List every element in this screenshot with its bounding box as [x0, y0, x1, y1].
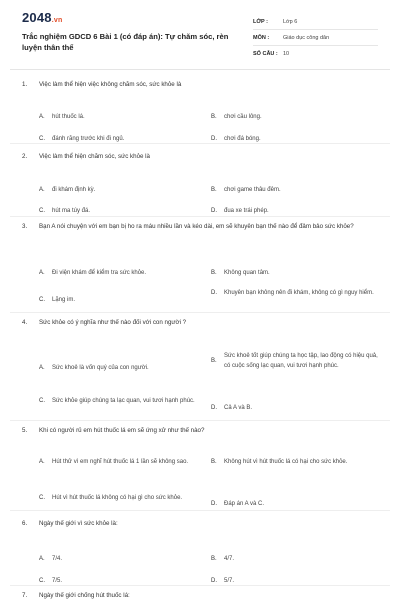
option-text: Khuyên bạn không nên đi khám, không có gì nguy hiểm. — [224, 290, 374, 296]
question-number: 3. — [22, 223, 28, 230]
option-d[interactable] — [211, 499, 264, 509]
option-letter: A. — [39, 556, 45, 562]
question-text: Việc làm thể hiện việc không chăm sóc, sức khỏe là — [39, 81, 182, 88]
logo-main: 2048 — [22, 10, 52, 25]
option-letter: D. — [211, 578, 217, 584]
site-logo[interactable] — [22, 10, 62, 25]
option-text: Hút vì hút thuốc lá không có hại gì cho sức khỏe. — [52, 495, 183, 501]
meta-row-count — [253, 46, 378, 61]
option-letter: B. — [211, 187, 217, 193]
meta-row-subject — [253, 30, 378, 46]
option-b[interactable] — [211, 185, 281, 195]
question-1 — [22, 80, 382, 142]
option-text: Đáp án A và C. — [224, 501, 265, 507]
option-text: 5/7. — [224, 578, 235, 584]
option-letter: B. — [211, 556, 217, 562]
option-text: chơi đá bóng. — [224, 136, 261, 142]
option-a[interactable] — [39, 554, 62, 564]
option-letter: B. — [211, 358, 217, 364]
option-letter: B. — [211, 114, 217, 120]
question-text: Việc làm thể hiện chăm sóc, sức khỏe là — [39, 153, 150, 160]
page-title: Trắc nghiệm GDCD 6 Bài 1 (có đáp án): Tự chăm sóc, rèn luyện thân thể — [22, 32, 229, 52]
question-divider — [10, 510, 390, 511]
question-text: Sức khỏe có ý nghĩa như thế nào đối với con người ? — [39, 319, 187, 326]
option-letter: D. — [211, 501, 217, 507]
option-text: Sức khỏe giúp chúng ta lạc quan, vui tươi hạnh phúc. — [52, 398, 195, 404]
option-c[interactable] — [39, 493, 209, 503]
question-number: 7. — [22, 592, 28, 599]
question-text: Ngày thế giới chống hút thuốc lá: — [39, 592, 130, 599]
option-d[interactable] — [211, 403, 252, 413]
option-letter: A. — [39, 365, 45, 371]
option-text: 4/7. — [224, 556, 235, 562]
option-text: Không quan tâm. — [224, 270, 270, 276]
option-text: hút thuốc lá. — [52, 114, 85, 120]
option-b[interactable] — [211, 457, 381, 467]
option-text: 7/5. — [52, 578, 63, 584]
logo-suffix: .vn — [51, 17, 63, 24]
option-text: hút ma túy đá. — [52, 208, 91, 214]
question-divider — [10, 312, 390, 313]
question-5 — [22, 426, 382, 507]
option-text: đánh răng trước khi đi ngủ. — [52, 136, 125, 142]
option-c[interactable] — [39, 295, 75, 305]
option-letter: C. — [39, 495, 45, 501]
meta-label: LỚP : — [253, 18, 268, 25]
option-text: đua xe trái phép. — [224, 208, 269, 214]
option-text: chơi cầu lông. — [224, 114, 262, 120]
option-letter: D. — [211, 136, 217, 142]
meta-row-class — [253, 14, 378, 30]
option-a[interactable] — [39, 457, 209, 467]
header-divider — [10, 69, 390, 70]
question-number: 5. — [22, 427, 28, 434]
question-4 — [22, 318, 382, 411]
option-text: Hút thử vì em nghĩ hút thuốc lá 1 lần sẽ không sao. — [52, 459, 189, 465]
option-b[interactable] — [211, 554, 234, 564]
option-letter: D. — [211, 290, 217, 296]
question-number: 6. — [22, 520, 28, 527]
question-divider — [10, 420, 390, 421]
option-letter: B. — [211, 270, 217, 276]
option-letter: C. — [39, 398, 45, 404]
option-b[interactable] — [211, 351, 381, 371]
option-text: chơi game thâu đêm. — [224, 187, 281, 193]
meta-label: MÔN : — [253, 34, 270, 41]
option-text: Sức khoẻ là vốn quý của con người. — [52, 365, 149, 371]
option-letter: C. — [39, 208, 45, 214]
option-text: Không hút vì hút thuốc lá có hại cho sức khỏe. — [224, 459, 348, 465]
question-divider — [10, 585, 390, 586]
question-text: Ngày thế giới vì sức khỏe là: — [39, 520, 118, 527]
option-c[interactable] — [39, 396, 209, 406]
option-d[interactable] — [211, 288, 381, 298]
option-text: Sức khoẻ tốt giúp chúng ta học tập, lao động có hiệu quả, có cuộc sống lạc quan, vui tươi hạnh phúc. — [224, 353, 378, 369]
option-a[interactable] — [39, 363, 149, 373]
question-3 — [22, 222, 382, 303]
option-a[interactable] — [39, 112, 85, 122]
option-letter: A. — [39, 114, 45, 120]
option-text: đi khám định kỳ. — [52, 187, 96, 193]
option-text: Cả A và B. — [224, 405, 253, 411]
option-a[interactable] — [39, 185, 95, 195]
option-letter: B. — [211, 459, 217, 465]
option-letter: D. — [211, 208, 217, 214]
option-c[interactable] — [39, 206, 90, 216]
option-letter: C. — [39, 136, 45, 142]
question-divider — [10, 216, 390, 217]
option-letter: C. — [39, 297, 45, 303]
question-number: 2. — [22, 153, 28, 160]
quiz-meta — [253, 14, 378, 61]
question-number: 4. — [22, 319, 28, 326]
meta-value: Lớp 6 — [283, 18, 298, 25]
option-text: 7/4. — [52, 556, 63, 562]
option-letter: C. — [39, 578, 45, 584]
question-2 — [22, 152, 382, 214]
option-letter: A. — [39, 270, 45, 276]
option-b[interactable] — [211, 268, 270, 278]
meta-value: Giáo dục công dân — [283, 34, 330, 41]
page-header — [0, 0, 400, 65]
question-divider — [10, 143, 390, 144]
option-b[interactable] — [211, 112, 262, 122]
option-letter: A. — [39, 187, 45, 193]
option-d[interactable] — [211, 206, 269, 216]
option-text: Lặng im. — [52, 297, 76, 303]
question-text: Bạn A nói chuyện với em bạn bị ho ra máu nhiều lần và kéo dài, em sẽ khuyên bạn thế nào để đảm bảo sức khỏe? — [39, 223, 354, 230]
option-letter: D. — [211, 405, 217, 411]
question-number: 1. — [22, 81, 28, 88]
meta-value: 10 — [283, 50, 290, 57]
meta-label: SỐ CÂU : — [253, 50, 278, 57]
option-text: Đi viện khám để kiểm tra sức khỏe. — [52, 270, 147, 276]
option-a[interactable] — [39, 268, 146, 278]
question-6 — [22, 519, 382, 584]
question-text: Khi có người rủ em hút thuốc lá em sẽ ứng xử như thế nào? — [39, 427, 205, 434]
option-letter: A. — [39, 459, 45, 465]
